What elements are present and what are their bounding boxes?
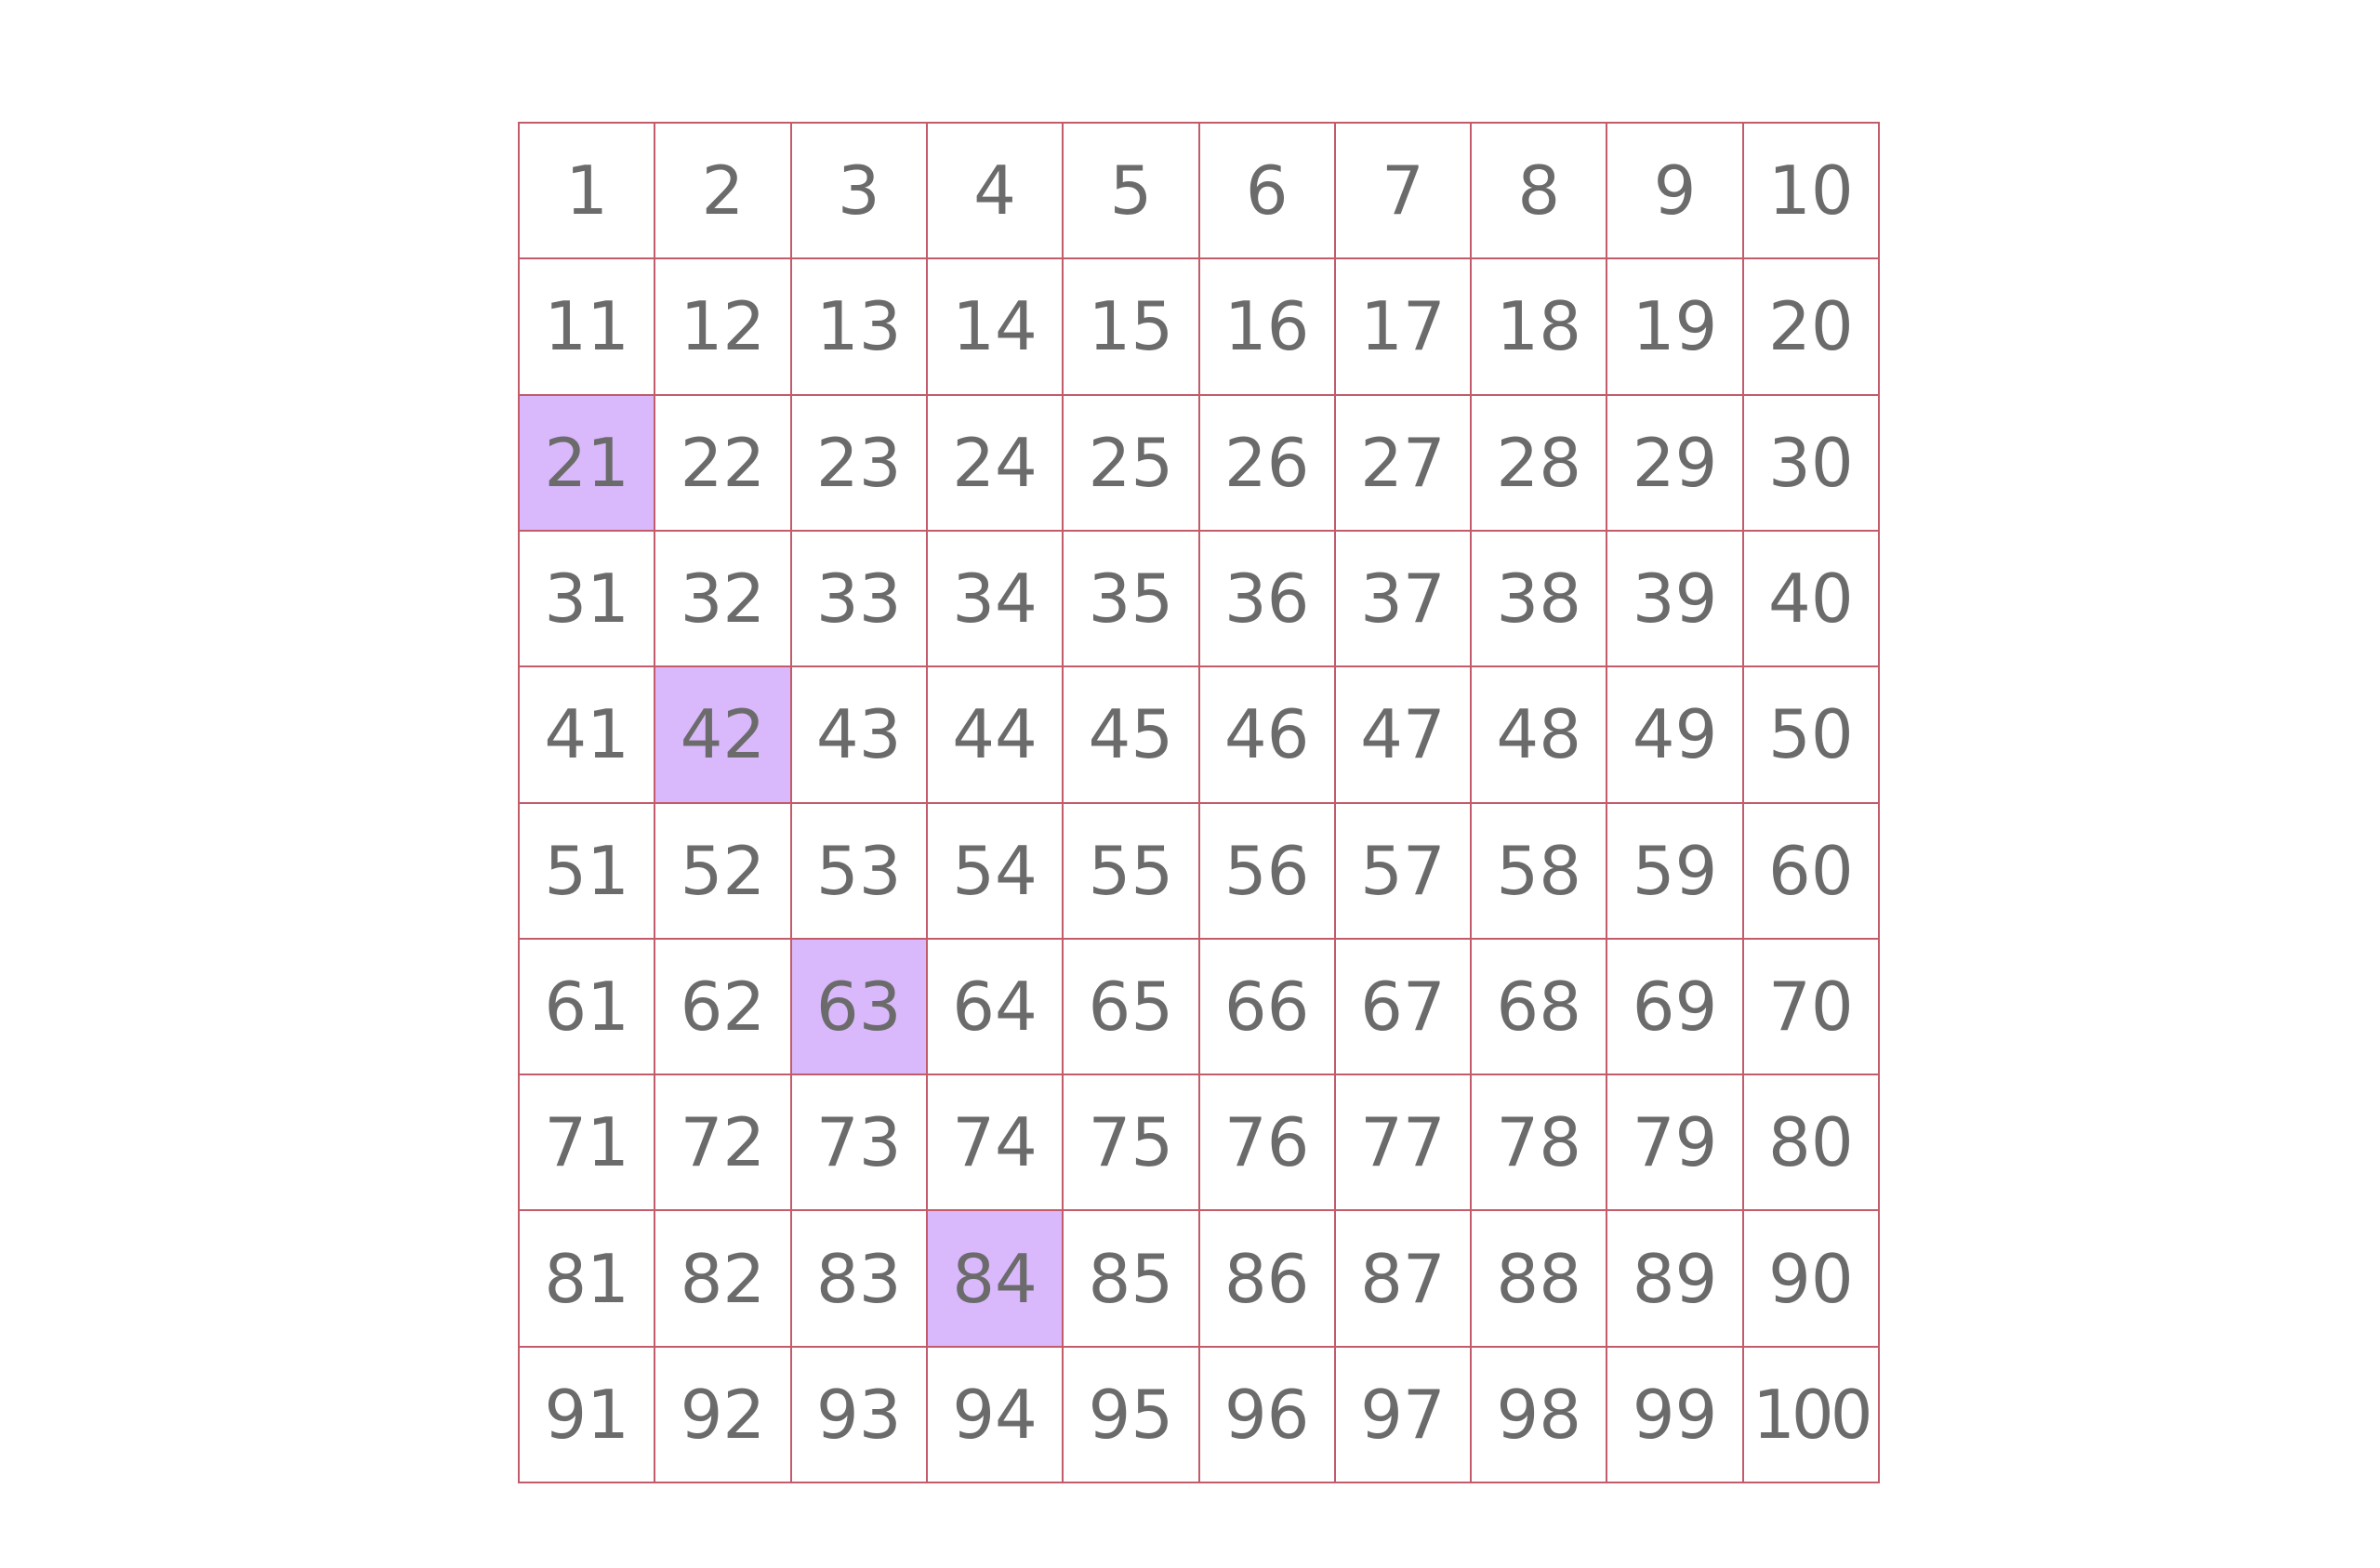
number-cell: 67 (1336, 940, 1472, 1075)
number-cell: 8 (1472, 124, 1607, 259)
number-cell: 55 (1064, 804, 1199, 940)
number-cell: 80 (1744, 1075, 1880, 1211)
number-cell: 48 (1472, 667, 1607, 803)
number-cell: 47 (1336, 667, 1472, 803)
number-cell: 43 (792, 667, 928, 803)
number-cell: 58 (1472, 804, 1607, 940)
number-cell: 30 (1744, 396, 1880, 532)
number-cell: 59 (1607, 804, 1743, 940)
number-cell: 4 (928, 124, 1064, 259)
number-cell: 3 (792, 124, 928, 259)
number-cell: 88 (1472, 1211, 1607, 1347)
number-cell: 31 (520, 532, 655, 667)
number-cell: 11 (520, 259, 655, 395)
number-cell: 40 (1744, 532, 1880, 667)
number-cell: 83 (792, 1211, 928, 1347)
number-cell: 78 (1472, 1075, 1607, 1211)
number-cell: 89 (1607, 1211, 1743, 1347)
number-cell: 60 (1744, 804, 1880, 940)
number-cell: 19 (1607, 259, 1743, 395)
number-cell: 73 (792, 1075, 928, 1211)
number-cell: 71 (520, 1075, 655, 1211)
number-cell: 29 (1607, 396, 1743, 532)
number-cell: 52 (655, 804, 791, 940)
highlighted-number-cell: 42 (655, 667, 791, 803)
number-cell: 77 (1336, 1075, 1472, 1211)
number-cell: 49 (1607, 667, 1743, 803)
number-cell: 38 (1472, 532, 1607, 667)
number-cell: 37 (1336, 532, 1472, 667)
number-cell: 51 (520, 804, 655, 940)
number-cell: 87 (1336, 1211, 1472, 1347)
number-cell: 79 (1607, 1075, 1743, 1211)
number-cell: 26 (1200, 396, 1336, 532)
number-cell: 91 (520, 1348, 655, 1483)
number-cell: 90 (1744, 1211, 1880, 1347)
number-cell: 85 (1064, 1211, 1199, 1347)
number-cell: 75 (1064, 1075, 1199, 1211)
number-cell: 7 (1336, 124, 1472, 259)
hundred-chart-grid (518, 122, 1880, 1483)
number-cell: 22 (655, 396, 791, 532)
number-cell: 64 (928, 940, 1064, 1075)
number-cell: 74 (928, 1075, 1064, 1211)
number-cell: 66 (1200, 940, 1336, 1075)
number-cell: 99 (1607, 1348, 1743, 1483)
number-cell: 32 (655, 532, 791, 667)
number-cell: 68 (1472, 940, 1607, 1075)
number-cell: 25 (1064, 396, 1199, 532)
number-cell: 94 (928, 1348, 1064, 1483)
highlighted-number-cell: 84 (928, 1211, 1064, 1347)
number-cell: 2 (655, 124, 791, 259)
number-cell: 61 (520, 940, 655, 1075)
number-cell: 12 (655, 259, 791, 395)
number-cell: 24 (928, 396, 1064, 532)
number-cell: 46 (1200, 667, 1336, 803)
number-cell: 53 (792, 804, 928, 940)
highlighted-number-cell: 21 (520, 396, 655, 532)
number-cell: 96 (1200, 1348, 1336, 1483)
number-cell: 76 (1200, 1075, 1336, 1211)
number-cell: 1 (520, 124, 655, 259)
number-cell: 14 (928, 259, 1064, 395)
number-cell: 97 (1336, 1348, 1472, 1483)
number-cell: 16 (1200, 259, 1336, 395)
number-cell: 39 (1607, 532, 1743, 667)
number-cell: 56 (1200, 804, 1336, 940)
number-cell: 50 (1744, 667, 1880, 803)
number-cell: 98 (1472, 1348, 1607, 1483)
number-cell: 70 (1744, 940, 1880, 1075)
number-cell: 86 (1200, 1211, 1336, 1347)
number-cell: 100 (1744, 1348, 1880, 1483)
number-cell: 81 (520, 1211, 655, 1347)
number-cell: 92 (655, 1348, 791, 1483)
number-cell: 10 (1744, 124, 1880, 259)
number-cell: 23 (792, 396, 928, 532)
number-cell: 5 (1064, 124, 1199, 259)
number-cell: 35 (1064, 532, 1199, 667)
number-cell: 18 (1472, 259, 1607, 395)
number-cell: 72 (655, 1075, 791, 1211)
number-cell: 41 (520, 667, 655, 803)
number-cell: 6 (1200, 124, 1336, 259)
number-cell: 28 (1472, 396, 1607, 532)
number-cell: 57 (1336, 804, 1472, 940)
number-cell: 33 (792, 532, 928, 667)
number-cell: 62 (655, 940, 791, 1075)
number-cell: 93 (792, 1348, 928, 1483)
number-cell: 45 (1064, 667, 1199, 803)
number-cell: 36 (1200, 532, 1336, 667)
number-cell: 82 (655, 1211, 791, 1347)
number-cell: 95 (1064, 1348, 1199, 1483)
number-cell: 34 (928, 532, 1064, 667)
number-cell: 13 (792, 259, 928, 395)
number-cell: 54 (928, 804, 1064, 940)
number-cell: 65 (1064, 940, 1199, 1075)
number-cell: 17 (1336, 259, 1472, 395)
number-cell: 15 (1064, 259, 1199, 395)
highlighted-number-cell: 63 (792, 940, 928, 1075)
number-cell: 20 (1744, 259, 1880, 395)
number-cell: 44 (928, 667, 1064, 803)
number-cell: 9 (1607, 124, 1743, 259)
number-cell: 27 (1336, 396, 1472, 532)
number-cell: 69 (1607, 940, 1743, 1075)
